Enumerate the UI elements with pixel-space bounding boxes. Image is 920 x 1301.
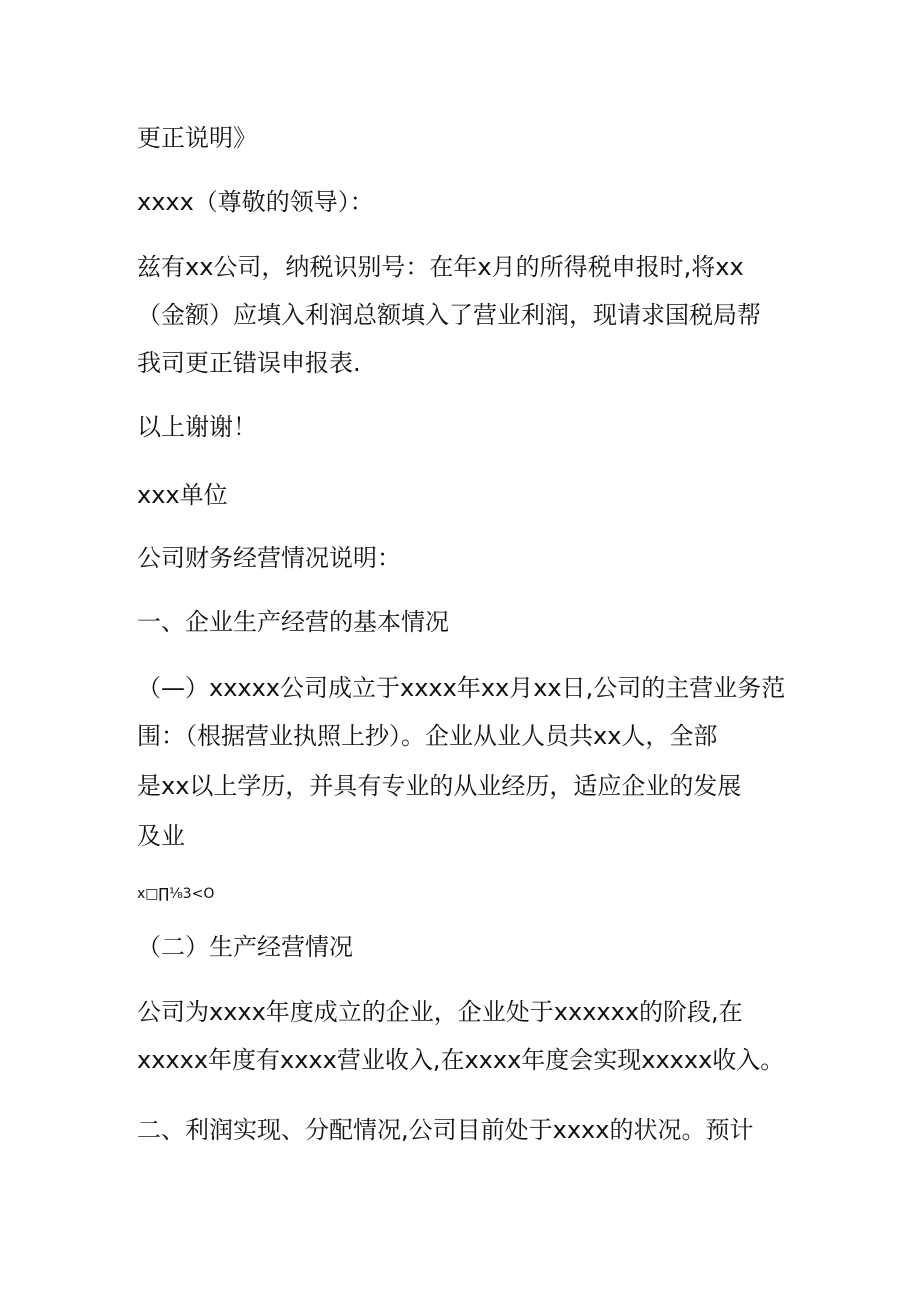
text-line-correction-title: 更正说明》 — [137, 124, 257, 152]
text-line-thanks: 以上谢谢！ — [137, 413, 257, 441]
text-line-salutation: xxxx（尊敬的领导）： — [137, 188, 374, 216]
text-line-body-1: 兹有xx公司，纳税识别号：在年x月的所得税申报时,将xx — [137, 253, 744, 281]
text-line-para-1: （—）xxxxx公司成立于xxxx年xx月xx日,公司的主营业务范 — [137, 674, 786, 702]
text-line-heading-2: （二）生产经营情况 — [137, 933, 353, 961]
text-line-para-2: 围：（根据营业执照上抄）。企业从业人员共xx人，全部 — [137, 722, 718, 750]
text-line-para-4: 及业 — [137, 822, 185, 850]
text-line-section-heading: 公司财务经营情况说明： — [137, 544, 401, 572]
text-line-body-2: （金额）应填入利润总额填入了营业利润，现请求国税局帮 — [137, 301, 761, 329]
text-line-signature: xxx单位 — [137, 481, 228, 509]
text-line-heading-3: 二、利润实现、分配情况,公司目前处于xxxx的状况。预计 — [137, 1116, 754, 1144]
text-line-para-5: 公司为xxxx年度成立的企业，企业处于xxxxxx的阶段,在 — [137, 998, 743, 1026]
text-line-body-3: 我司更正错误申报表. — [137, 349, 361, 377]
text-line-garbled: x□∏⅛3<O — [137, 886, 215, 902]
text-line-para-3: 是xx以上学历，并具有专业的从业经历，适应企业的发展 — [137, 772, 742, 800]
text-line-heading-1: 一、企业生产经营的基本情况 — [137, 608, 449, 636]
text-line-para-6: xxxxx年度有xxxx营业收入,在xxxx年度会实现xxxxx收入。 — [137, 1046, 785, 1074]
